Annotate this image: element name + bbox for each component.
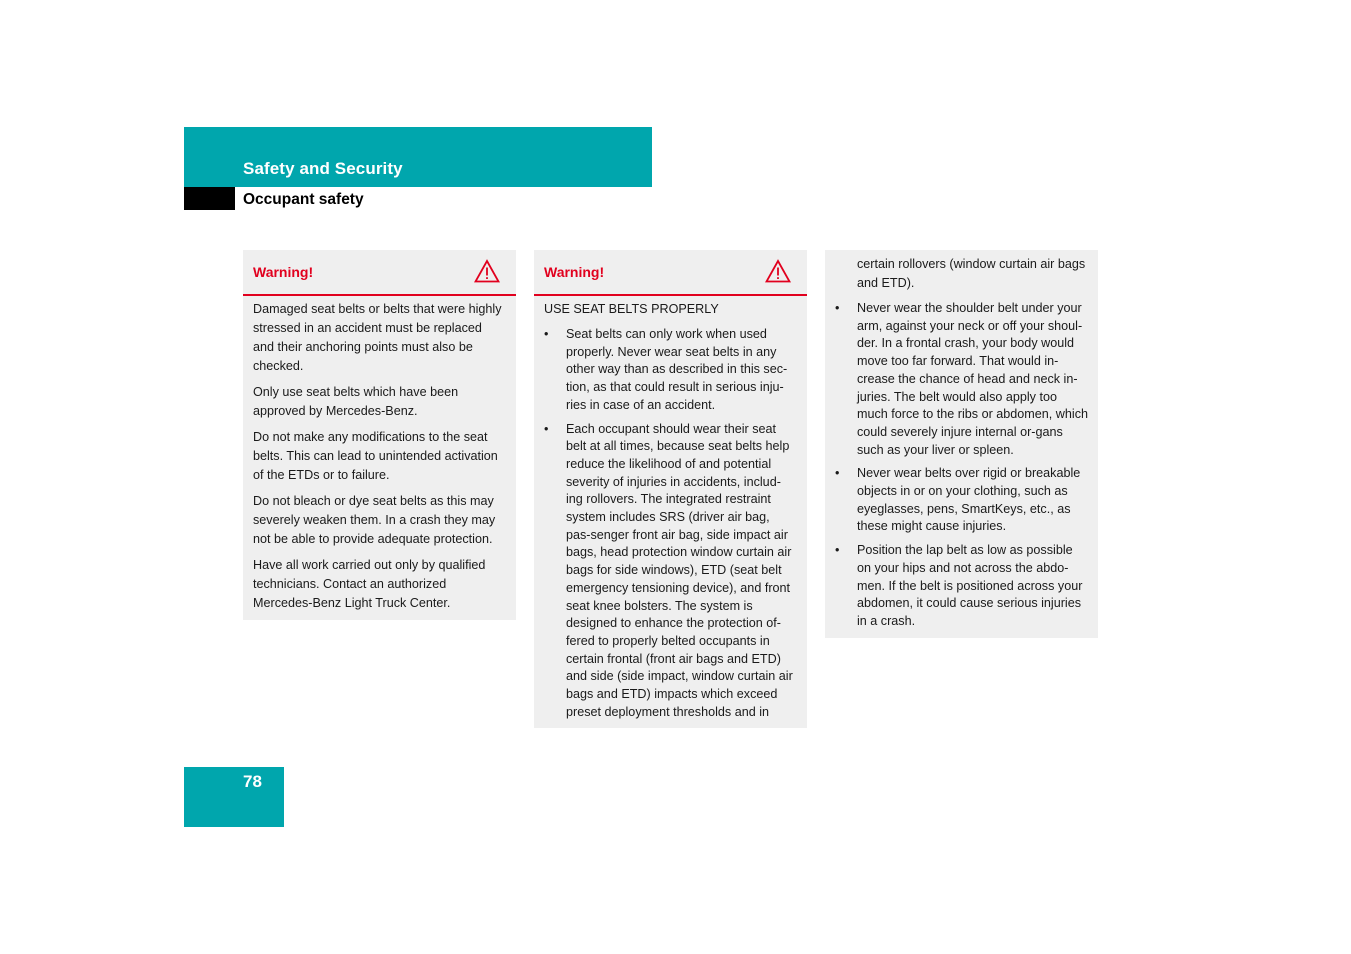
warning-heading: USE SEAT BELTS PROPERLY (544, 302, 719, 316)
paragraph: Do not make any modifications to the seat belts. This can lead to unintended activation of the ETDs or to failure. (253, 430, 498, 482)
bullet-item: • Position the lap belt as low as possible on your hips and not across the abdo-men. If the belt is positioned across your abdomen, it could cause serious injuries in a crash. (835, 542, 1088, 631)
warning-body (243, 296, 516, 613)
paragraph: Only use seat belts which have been approved by Mercedes-Benz. (253, 385, 459, 418)
warning-body (825, 250, 1098, 631)
paragraph: Do not bleach or dye seat belts as this may severely weaken them. In a crash they may not be able to provide adequate protection. (253, 494, 496, 546)
warning-box-1 (243, 250, 516, 620)
warning-body (534, 296, 807, 721)
warning-header (243, 250, 516, 296)
page-number-block (184, 767, 284, 827)
bullet-list (835, 300, 1088, 631)
page-number: 78 (243, 772, 262, 791)
warning-box-2 (534, 250, 807, 728)
warning-label: Warning! (253, 264, 314, 280)
bullet-list (544, 326, 797, 721)
bullet-item: • Seat belts can only work when used properly. Never wear seat belts in any other way than as described in this sec-tion, as that could result in serious inju-ries in case of an accident. (544, 326, 797, 415)
warning-triangle-icon (765, 259, 791, 283)
bullet-item: • Never wear the shoulder belt under your arm, against your neck or off your shoul-der. In a frontal crash, your body would move too far forward. That would in-crease the chance of head and neck in-juries. The belt would also apply too much force to the ribs or abdomen, which could severely injure internal or-gans such as your liver or spleen. (835, 300, 1088, 459)
subsection-title: Occupant safety (243, 191, 364, 208)
warning-header (534, 250, 807, 296)
paragraph: Have all work carried out only by qualified technicians. Contact an authorized Mercedes-Benz Light Truck Center. (253, 558, 486, 610)
bullet-item: • Never wear belts over rigid or breakable objects in or on your clothing, such as eyeglasses, pens, SmartKeys, etc., as these might cause injuries. (835, 465, 1088, 536)
warning-box-3 (825, 250, 1098, 638)
warning-label: Warning! (544, 264, 605, 280)
paragraph: Damaged seat belts or belts that were highly stressed in an accident must be replaced and their anchoring points must also be checked. (253, 302, 502, 373)
section-title: Safety and Security (243, 159, 403, 178)
section-marker (184, 187, 235, 210)
continued-text: certain rollovers (window curtain air bags and ETD). (857, 257, 1086, 290)
bullet-item: • Each occupant should wear their seat belt at all times, because seat belts help reduce the likelihood of and potential severity of injuries in accidents, includ-ing rollovers. The integrated restraint system includes SRS (driver air bag, pas-senger front air bag, side impact air bags, head protection window curtain air bags for side windows), ETD (seat belt emergency tensioning device), and front seat knee bolsters. The system is designed to enhance the protection of-fered to properly belted occupants in certain frontal (front air bags and ETD) and side (side impact, window curtain air bags and ETD) impacts which exceed preset deployment thresholds and in (544, 421, 797, 722)
warning-triangle-icon (474, 259, 500, 283)
